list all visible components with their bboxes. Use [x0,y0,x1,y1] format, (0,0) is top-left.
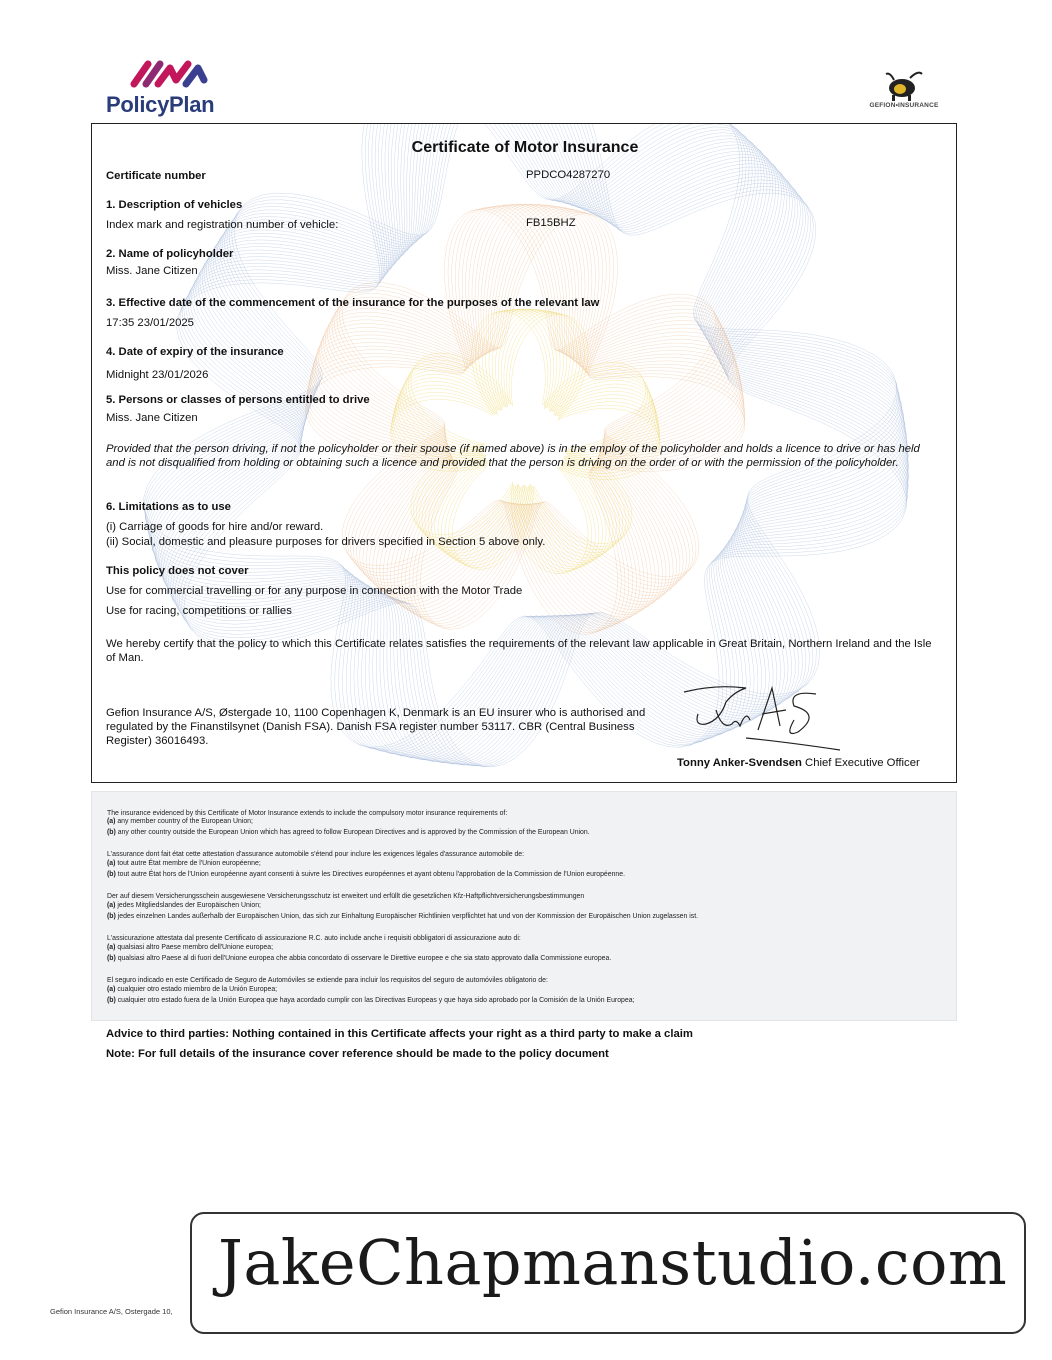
drivers-value: Miss. Jane Citizen [106,412,198,424]
commencement-value: 17:35 23/01/2025 [106,317,194,329]
policyplan-logo [106,58,236,120]
registration-value: FB15BHZ [526,217,576,229]
panel-it-intro: L'assicurazione attestata dal presente Certificato di assicurazione R.C. auto include anche i requisiti obbligatori di assicurazione auto di: [107,935,521,942]
signature-image [676,680,846,756]
limitation-1: (i) Carriage of goods for hire and/or reward. [106,521,324,533]
gefion-wordmark: GEFION•INSURANCE [869,102,939,109]
panel-de-intro: Der auf diesem Versicherungsschein ausgewiesene Versicherungsschutz ist erweitert und erfüllt die gesetzlichen Kfz-Haftpflichtversicherungsbestimmungen [107,893,585,900]
panel-es-intro: El seguro indicado en este Certificado de Seguro de Automóviles se extiende para incluir los requisitos del seguro de automóviles obligatorio de: [107,977,548,984]
footer-address: Gefion Insurance A/S, Ostergade 10, [50,1307,173,1316]
signatory [677,756,920,770]
panel-it-a: (a) qualsiasi altro Paese membro dell'Unione europea; [107,944,274,951]
certificate-number-label: Certificate number [106,170,206,182]
insurer-details: Gefion Insurance A/S, Østergade 10, 1100 Copenhagen K, Denmark is an EU insurer who is authorised and regulated by the Finanstilsynet (Danish FSA). Danish FSA register number 53117. CBR (Central Business Register) 36016493. [106,707,646,747]
expiry-value: Midnight 23/01/2026 [106,369,209,381]
section-1-label: Index mark and registration number of vehicle: [106,219,339,231]
watermark-text: JakeChapmanstudio.com [218,1226,1008,1299]
bull-icon [884,68,924,102]
signatory-title: Chief Executive Officer [801,757,920,769]
eu-extension-panel [91,791,957,1021]
gefion-logo [858,68,950,114]
policyplan-mark-icon [130,58,210,88]
panel-fr-intro: L'assurance dont fait état cette attestation d'assurance automobile s'étend pour inclure les exigences légales d'assurance automobile de: [107,851,525,858]
section-4-heading: 4. Date of expiry of the insurance [106,346,284,358]
panel-it-b: (b) qualsiasi altro Paese al di fuori dell'Unione europea che abbia concordato di osservare le Direttive europee e che sia stato approvato dalla Commissione europea. [107,955,612,962]
not-cover-heading: This policy does not cover [106,565,249,577]
panel-de-a: (a) jedes Mitgliedslandes der Europäischen Union; [107,902,261,909]
policy-document-note: Note: For full details of the insurance cover reference should be made to the policy document [106,1048,609,1060]
not-cover-1: Use for commercial travelling or for any purpose in connection with the Motor Trade [106,585,523,597]
panel-es-a: (a) cualquier otro estado miembro de la Unión Europea; [107,986,278,993]
section-3-heading: 3. Effective date of the commencement of the insurance for the purposes of the relevant law [106,297,600,309]
watermark-banner [190,1212,1026,1334]
panel-en-b: (b) any other country outside the European Union which has agreed to follow European Directives and is approved by the Commission of the European Union. [107,829,590,836]
panel-fr-b: (b) tout autre État hors de l'Union européenne ayant consenti à suivre les Directives européennes et ayant obtenu l'approbation de la Commission de l'Union européenne. [107,871,626,878]
certificate-box [91,123,957,783]
policyplan-wordmark: PolicyPlan [106,92,215,117]
policyholder-value: Miss. Jane Citizen [106,265,198,277]
panel-de-b: (b) jedes einzelnen Landes außerhalb der Europäischen Union, das sich zur Einhaltung Europäischer Richtlinien verpflichtet hat und von der Kommission der Europäischen Union zugelassen ist. [107,913,699,920]
section-6-heading: 6. Limitations as to use [106,501,231,513]
panel-fr-a: (a) tout autre État membre de l'Union européenne; [107,860,261,867]
signatory-name: Tonny Anker-Svendsen [677,757,802,769]
certification-statement: We hereby certify that the policy to which this Certificate relates satisfies the requirements of the relevant law applicable in Great Britain, Northern Ireland and the Isle of Man. [106,638,932,664]
limitation-2: (ii) Social, domestic and pleasure purposes for drivers specified in Section 5 above only. [106,536,546,548]
section-2-heading: 2. Name of policyholder [106,248,234,260]
certificate-title: Certificate of Motor Insurance [411,139,639,156]
panel-es-b: (b) cualquier otro estado fuera de la Unión Europea que haya acordado cumplir con las Directivas Europeas y que haya sido aprobado por la Comisión de la Unión Europea; [107,997,635,1004]
driving-proviso: Provided that the person driving, if not the policyholder or their spouse (if named above) is in the employ of the policyholder and holds a licence to drive or has held and is not disqualified from holding or obtaining such a licence and provided that the person is driving on the order of or with the permission of the policyholder. [106,443,920,469]
certificate-number-value: PPDCO4287270 [526,169,611,181]
panel-en-intro: The insurance evidenced by this Certificate of Motor Insurance extends to include the compulsory motor insurance requirements of: [107,810,508,817]
not-cover-2: Use for racing, competitions or rallies [106,605,292,617]
section-5-heading: 5. Persons or classes of persons entitled to drive [106,394,370,406]
section-1-heading: 1. Description of vehicles [106,199,243,211]
panel-en-a: (a) any member country of the European Union; [107,818,253,825]
advice-note: Advice to third parties: Nothing contained in this Certificate affects your right as a third party to make a claim [106,1028,693,1040]
